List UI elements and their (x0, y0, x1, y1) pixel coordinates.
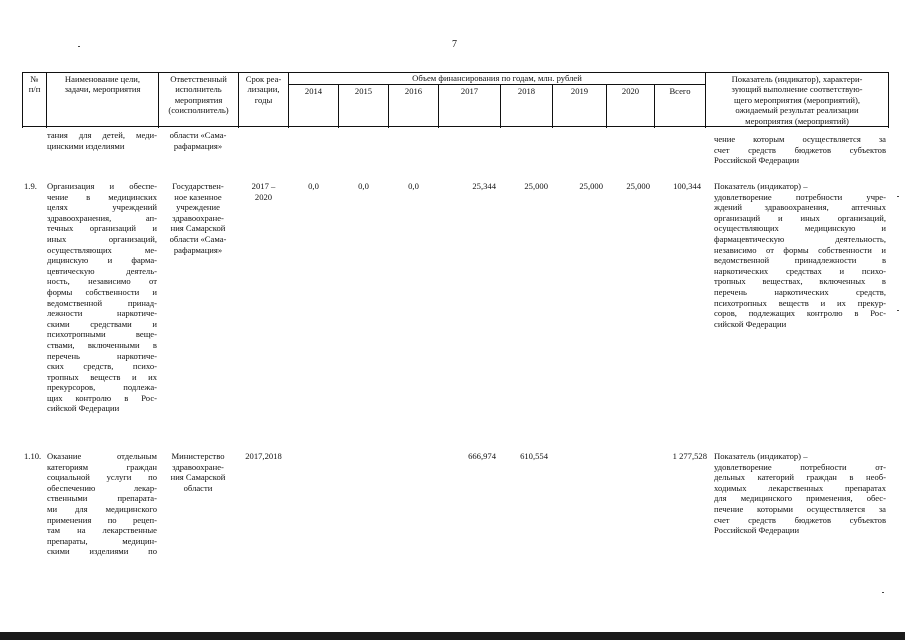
row-1-10-value-2018: 610,554 (520, 451, 548, 461)
continuation-indicator-line: счет средств бюджетов субъектов (714, 144, 886, 155)
row-1-9-name-line: сийской Федерации (47, 403, 120, 414)
row-1-9-indicator-line: соров, подлежащих контролю в Рос- (714, 308, 886, 319)
row-1-9-name-line: прекурсоров, подлежа- (47, 382, 157, 393)
row-1-10-indicator-line: печение которыми осуществляется за (714, 503, 886, 514)
row-1-9-responsible-line: Государствен- (172, 181, 224, 191)
row-1-9-name-line: чение в медицинских (47, 191, 157, 202)
row-1-9-name-line: осуществляющих ме- (47, 244, 157, 255)
continuation-responsible-line: рафармация» (173, 140, 223, 151)
row-1-10-indicator-line: удовлетворение потребности от- (714, 461, 886, 472)
scan-speck (897, 310, 899, 311)
continuation-indicator-line: Российской Федерации (714, 155, 800, 166)
row-1-9-value-total: 100,344 (673, 181, 701, 191)
row-1-9-value-2017: 25,344 (472, 181, 496, 191)
scan-bottom-border (0, 632, 905, 640)
row-1-9-indicator-line: ведомственной принадлежности в (714, 255, 886, 266)
row-1-9-name-line: ность, независимо от (47, 276, 157, 287)
row-1-9-indicator-line: ждений здравоохранения, аптечных (714, 202, 886, 213)
row-1-10-name-line: там на лекарственные (47, 525, 157, 536)
row-1-9-indicator-line: осуществляющих медицинскую и (714, 223, 886, 234)
row-1-9-name-line: дицинскую и фарма- (47, 255, 157, 266)
row-1-9-name-line: иных организаций, (47, 233, 157, 244)
row-1-9-name-line: ведомственной принад- (47, 297, 157, 308)
scan-speck (882, 592, 884, 593)
row-1-9-indicator-line: психотропных веществ и их прекур- (714, 297, 886, 308)
row-1-9-responsible-line: ное казенное (174, 191, 222, 202)
row-1-9-name-line: психотропными веще- (47, 329, 157, 340)
row-1-9-name-line: щих контролю в Рос- (47, 392, 157, 403)
row-1-10-name-line: обеспечению лекар- (47, 482, 157, 493)
row-1-9-name-line: скими средствами и (47, 318, 157, 329)
header-indicator: Показатель (индикатор), характери- зующий выполнение соответствую- щего мероприятия (мероприятий), ожидаемый результат реализации мероприятия (мероприятий) (731, 74, 863, 126)
row-1-9-responsible (159, 181, 237, 255)
row-1-9-value-2020: 25,000 (626, 181, 650, 191)
row-1-10-indicator-line: ходимых лекарственных препаратах (714, 482, 886, 493)
row-1-9-name-line: целях учреждений (47, 202, 157, 213)
header-total: Всего (669, 86, 691, 96)
row-1-10-value-total: 1 277,528 (672, 451, 707, 461)
header-year-2019: 2019 (570, 86, 589, 96)
row-1-9-term (239, 181, 288, 202)
header-year-2014: 2014 (304, 86, 323, 96)
row-1-9-name-line: тропных веществ и их (47, 371, 157, 382)
row-1-9-indicator-line: фармацевтическую деятельность, (714, 233, 886, 244)
row-1-10-indicator-line: дельных категорий граждан в необ- (714, 472, 886, 483)
header-year-2018: 2018 (517, 86, 536, 96)
row-1-9-responsible-line: ния Самарской (170, 223, 226, 234)
row-1-9-num: 1.9. (24, 181, 37, 191)
row-1-9-name-line: формы собственности и (47, 286, 157, 297)
row-1-9-responsible-line: учреждение (176, 202, 220, 213)
row-1-9-name-line: здравоохранения, ап- (47, 212, 157, 223)
header-term: Срок реа- лизации, годы (245, 74, 282, 105)
col-border (888, 72, 889, 128)
header-inner-border (288, 84, 705, 85)
continuation-responsible (159, 130, 237, 151)
row-1-9-indicator (714, 181, 886, 329)
header-responsible: Ответственный исполнитель мероприятия (соисполнитель) (168, 74, 229, 116)
row-1-10-term (239, 451, 288, 462)
continuation-indicator-line: чение которым осуществляется за (714, 134, 886, 144)
row-1-10-name-line: применения по рецеп- (47, 514, 157, 525)
row-1-10-name-line: ми для медицинского (47, 503, 157, 514)
row-1-9-term-line: 2020 (254, 191, 273, 202)
row-1-9-name-line: перечень наркотиче- (47, 350, 157, 361)
row-1-10-term-line: 2017,2018 (245, 451, 282, 461)
row-1-9-name-line: лежности наркотиче- (47, 308, 157, 319)
row-1-10-responsible-line: здравоохране- (172, 461, 224, 472)
row-1-9-term-line: 2017 – (251, 181, 276, 191)
row-1-10-num: 1.10. (24, 451, 42, 461)
continuation-name (47, 130, 157, 151)
continuation-responsible-line: области «Сама- (169, 130, 227, 140)
header-name: Наименование цели, задачи, мероприятия (64, 74, 141, 95)
row-1-9-indicator-line: независимо от формы собственности и (714, 244, 886, 255)
row-1-10-responsible-line: области (183, 482, 213, 493)
scan-speck (897, 196, 899, 197)
row-1-10-responsible-line: ния Самарской (170, 472, 226, 483)
row-1-9-indicator-line: Показатель (индикатор) – (714, 181, 808, 191)
row-1-10-name (47, 451, 157, 557)
row-1-9-responsible-line: рафармация» (173, 244, 223, 255)
row-1-10-indicator (714, 451, 886, 536)
row-1-9-name (47, 181, 157, 414)
row-1-9-indicator-line: тропных веществах, включенных в (714, 276, 886, 287)
row-1-10-responsible (159, 451, 237, 493)
row-1-10-name-line: ственными препарата- (47, 493, 157, 504)
row-1-10-indicator-line: Российской Федерации (714, 525, 800, 536)
row-1-10-indicator-line: для медицинского применения, обес- (714, 493, 886, 504)
row-1-9-indicator-line: удовлетворение потребности учре- (714, 191, 886, 202)
row-1-9-value-2015: 0,0 (358, 181, 369, 191)
header-year-2020: 2020 (621, 86, 640, 96)
row-1-9-indicator-line: сийской Федерации (714, 318, 787, 329)
row-1-9-responsible-line: области «Сама- (169, 233, 227, 244)
header-year-2016: 2016 (404, 86, 423, 96)
row-1-9-value-2018: 25,000 (524, 181, 548, 191)
continuation-indicator (714, 134, 886, 166)
row-1-9-value-2019: 25,000 (579, 181, 603, 191)
row-1-9-indicator-line: наркотических средствах и психо- (714, 265, 886, 276)
header-funding: Объем финансирования по годам, млн. рублей (412, 73, 582, 83)
row-1-10-responsible-line: Министерство (171, 451, 225, 461)
continuation-name-line: цинскими изделиями (47, 140, 125, 151)
row-1-9-indicator-line: организаций и иных организаций, (714, 212, 886, 223)
row-1-9-responsible-line: здравоохране- (172, 212, 224, 223)
row-1-9-value-2016: 0,0 (408, 181, 419, 191)
row-1-10-name-line: категориям граждан (47, 461, 157, 472)
header-year-2017: 2017 (460, 86, 479, 96)
row-1-9-name-line: цевтическую деятель- (47, 265, 157, 276)
row-1-10-value-2017: 666,974 (468, 451, 496, 461)
header-year-2015: 2015 (354, 86, 373, 96)
row-1-9-name-line: ских средств, психо- (47, 361, 157, 372)
row-1-9-value-2014: 0,0 (308, 181, 319, 191)
row-1-9-name-line: ствами, включенными в (47, 339, 157, 350)
page-number: 7 (452, 39, 457, 50)
row-1-10-indicator-line: счет средств бюджетов субъектов (714, 514, 886, 525)
row-1-9-name-line: Организация и обеспе- (47, 181, 157, 191)
row-1-10-name-line: социальной услуги по (47, 472, 157, 483)
continuation-name-line: тания для детей, меди- (47, 130, 157, 140)
row-1-9-name-line: течных организаций и (47, 223, 157, 234)
row-1-10-name-line: Оказание отдельным (47, 451, 157, 461)
row-1-10-indicator-line: Показатель (индикатор) – (714, 451, 808, 461)
row-1-9-indicator-line: перечень наркотических средств, (714, 286, 886, 297)
header-num: № п/п (28, 74, 41, 95)
scan-speck (78, 46, 80, 47)
header-bottom-border (22, 126, 888, 127)
row-1-10-name-line: скими изделиями по (47, 546, 157, 557)
row-1-10-name-line: препараты, медицин- (47, 535, 157, 546)
